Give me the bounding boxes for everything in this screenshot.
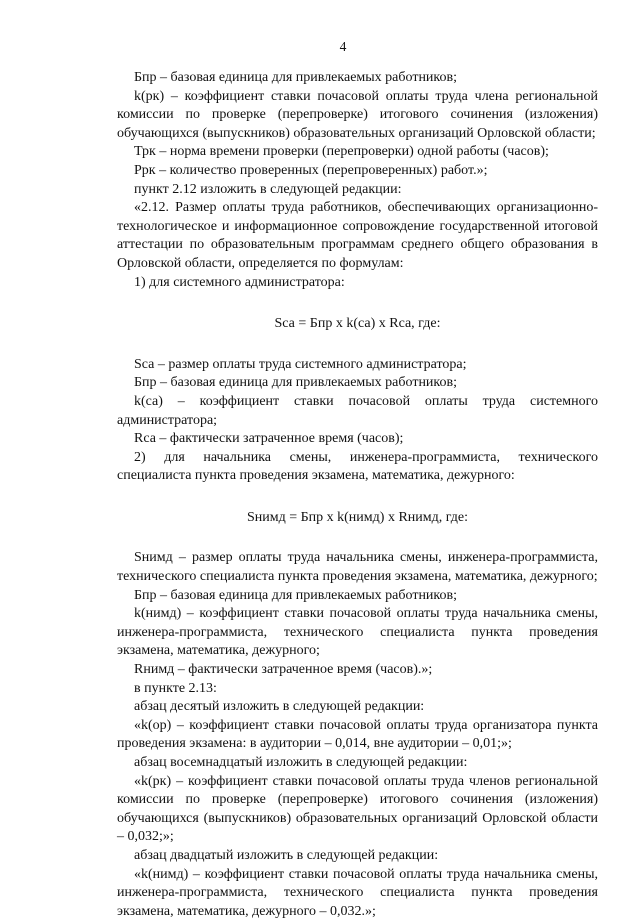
paragraph-bpr-definition-3: Бпр – базовая единица для привлекаемых работников; xyxy=(134,587,458,603)
paragraph-rrk-definition: Ррк – количество проверенных (перепроверенных) работ.»; xyxy=(134,162,488,178)
paragraph-bpr-definition-2: Бпр – базовая единица для привлекаемых работников; xyxy=(134,375,458,391)
paragraph-rsa-definition: Rса – фактически затраченное время (часов); xyxy=(134,431,404,447)
paragraph-bpr-definition: Бпр – базовая единица для привлекаемых работников; xyxy=(134,70,458,85)
paragraph-k-rk-definition: k(рк) – коэффициент ставки почасовой оплаты труда члена региональной комиссии по проверке (перепроверке) итогового сочинения (изложения) обучающихся (выпускников) образовательных организаций Орловской области; xyxy=(117,88,598,141)
paragraph-k-sa-definition: k(са) – коэффициент ставки почасовой оплаты труда системного администратора; xyxy=(117,393,598,428)
paragraph-k-or-text: «k(ор) – коэффициент ставки почасовой оплаты труда организатора пункта проведения экзамена: в аудитории – 0,014, вне аудитории – 0,01;»; xyxy=(117,717,598,752)
paragraph-snimd-definition: Sнимд – размер оплаты труда начальника смены, инженера-программиста, технического специалиста пункта проведения экзамена, математика, дежурного; xyxy=(117,550,598,585)
paragraph-clause-2-13-intro: в пункте 2.13: xyxy=(134,680,217,696)
paragraph-shift-chief-item: 2) для начальника смены, инженера-программиста, технического специалиста пункта проведения экзамена, математика, дежурного: xyxy=(117,449,598,484)
paragraph-sca-definition: Sса – размер оплаты труда системного администратора; xyxy=(134,356,467,372)
paragraph-k-nimd-text: «k(нимд) – коэффициент ставки почасовой оплаты труда начальника смены, инженера-программиста, технического специалиста пункта проведения экзамена, математика, дежурного – 0,032.»; xyxy=(117,866,598,919)
paragraph-sysadmin-item: 1) для системного администратора: xyxy=(134,274,345,290)
formula-snimd: Sнимд = Бпр х k(нимд) х Rнимд, где: xyxy=(246,509,469,525)
paragraph-k-rk-text: «k(рк) – коэффициент ставки почасовой оплаты труда членов региональной комиссии по проверке (перепроверке) итогового сочинения (изложения) обучающихся (выпускников) образовательных организаций Орловской области – 0,032;»; xyxy=(117,773,598,845)
formula-sca: Sса = Бпр х k(са) х Rса, где: xyxy=(274,316,441,332)
paragraph-k-nimd-definition: k(нимд) – коэффициент ставки почасовой оплаты труда начальника смены, инженера-программиста, технического специалиста пункта проведения экзамена, математика, дежурного; xyxy=(117,606,598,659)
paragraph-trk-definition: Трк – норма времени проверки (перепроверки) одной работы (часов); xyxy=(134,144,549,160)
paragraph-eighteenth-abzac-intro: абзац восемнадцатый изложить в следующей редакции: xyxy=(134,755,468,770)
paragraph-clause-2-12-text: «2.12. Размер оплаты труда работников, обеспечивающих организационно-технологическое и информационное сопровождение государственной итоговой аттестации по образовательным программам среднего общего образования в Орловской области, определяется по формулам: xyxy=(117,200,598,271)
paragraph-tenth-abzac-intro: абзац десятый изложить в следующей редакции: xyxy=(134,699,425,715)
paragraph-twentieth-abzac-intro: абзац двадцатый изложить в следующей редакции: xyxy=(134,847,439,863)
paragraph-clause-2-12-intro: пункт 2.12 изложить в следующей редакции: xyxy=(134,181,402,197)
document-body xyxy=(117,69,598,921)
paragraph-rnimd-definition: Rнимд – фактически затраченное время (часов).»; xyxy=(134,662,433,678)
page-number: 4 xyxy=(339,39,347,54)
